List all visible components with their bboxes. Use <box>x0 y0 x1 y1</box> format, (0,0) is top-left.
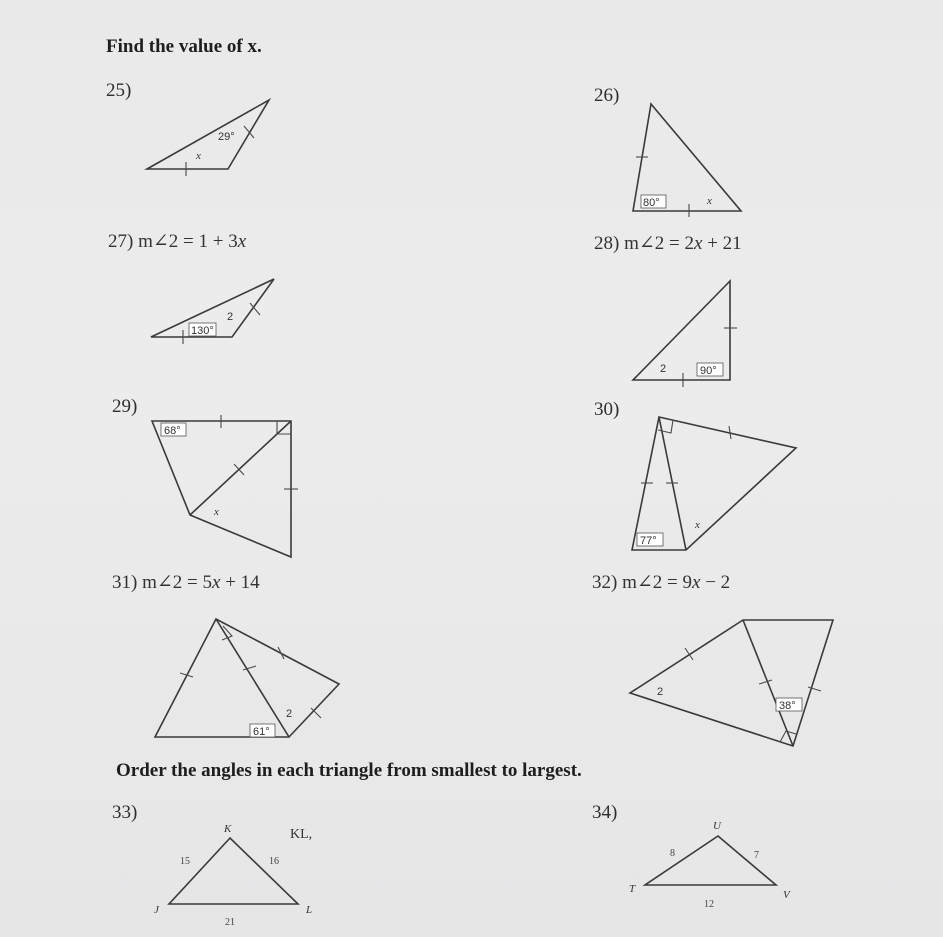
figure-33-vertex-k: K <box>224 823 232 835</box>
figure-33-side-jl: 21 <box>225 917 235 928</box>
figure-32-angle-mark: 2 <box>657 686 664 698</box>
figure-32-angle-label: 38° <box>779 700 796 712</box>
problem-number-30: 30) <box>594 399 620 420</box>
figure-30-angle-label: 77° <box>640 535 657 547</box>
figure-34-vertex-t: T <box>629 883 636 895</box>
figure-32-figure <box>630 620 833 746</box>
problem-27-equation: 27) m∠2 = 1 + 3x <box>108 231 247 252</box>
problem-number-34: 34) <box>592 802 618 823</box>
figure-33-vertex-j: J <box>154 904 159 916</box>
problem-28-equation: 28) m∠2 = 2x + 21 <box>594 233 742 254</box>
figure-33-vertex-l: L <box>306 904 313 916</box>
figure-31-angle-label: 61° <box>253 726 270 738</box>
figure-33-triangle <box>154 823 312 928</box>
figure-34-side-tv: 12 <box>704 899 714 910</box>
figure-31-angle-mark: 2 <box>286 708 293 720</box>
figure-26-angle-label: 80° <box>643 197 660 209</box>
figure-34-triangle <box>629 820 791 910</box>
figure-28-angle-label: 90° <box>700 365 717 377</box>
figure-25-angle-label: 29° <box>218 131 235 143</box>
heading-order-angles: Order the angles in each triangle from smallest to largest. <box>116 760 582 781</box>
problem-number-27: 27) <box>108 231 134 252</box>
problem-number-28: 28) <box>594 233 620 254</box>
figure-26-triangle <box>633 104 741 217</box>
figure-33-answer-note: KL, <box>290 827 313 842</box>
figure-29-figure <box>152 415 298 557</box>
figure-30-x-label: x <box>695 519 700 531</box>
problem-32-equation: 32) m∠2 = 9x − 2 <box>592 572 731 593</box>
figure-30-figure <box>632 417 796 550</box>
figure-27-triangle <box>151 279 274 344</box>
figure-28-triangle <box>633 281 737 387</box>
figure-29-angle-label: 68° <box>164 425 181 437</box>
figure-27-angle-mark: 2 <box>227 311 234 323</box>
problem-number-31: 31) <box>112 572 138 593</box>
figure-34-vertex-v: V <box>783 889 790 901</box>
problem-31-equation: 31) m∠2 = 5x + 14 <box>112 572 260 593</box>
figure-27-angle-label: 130° <box>191 325 214 337</box>
figure-34-side-tu: 8 <box>670 848 675 859</box>
figure-34-vertex-u: U <box>713 820 721 832</box>
heading-find-x: Find the value of x. <box>106 36 262 57</box>
problem-number-33: 33) <box>112 802 138 823</box>
figure-29-x-label: x <box>214 506 219 518</box>
figure-31-figure <box>155 619 339 738</box>
problem-number-26: 26) <box>594 85 620 106</box>
figure-33-side-kl: 16 <box>269 856 279 867</box>
figure-26-x-label: x <box>707 195 712 207</box>
problem-number-29: 29) <box>112 396 138 417</box>
figure-25-x-label: x <box>196 150 201 162</box>
figure-34-side-uv: 7 <box>754 850 759 861</box>
problem-number-32: 32) <box>592 572 618 593</box>
figure-28-angle-mark: 2 <box>660 363 667 375</box>
problem-number-25: 25) <box>106 80 132 101</box>
figure-25-triangle <box>147 100 269 176</box>
figure-33-side-jk: 15 <box>180 856 190 867</box>
